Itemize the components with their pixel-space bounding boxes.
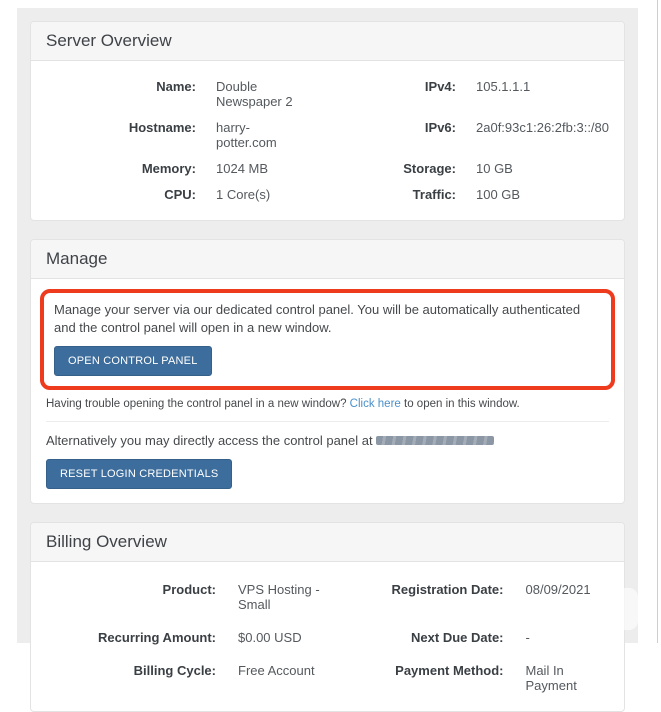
field-value-billing-cycle: Free Account <box>238 663 315 679</box>
page-right-border <box>657 0 658 643</box>
field-label-recurring-amount: Recurring Amount: <box>98 630 216 646</box>
billing-overview-grid <box>46 578 609 695</box>
field-label-memory: Memory: <box>141 161 196 176</box>
field-value-ipv4: 105.1.1.1 <box>476 79 531 94</box>
field-label-cpu: CPU: <box>164 187 196 202</box>
field-value-memory: 1024 MB <box>216 161 269 176</box>
field-value-name: Double Newspaper 2 <box>216 79 293 109</box>
field-label-ipv4: IPv4: <box>424 79 456 94</box>
field-label-traffic: Traffic: <box>412 187 456 202</box>
field-value-storage: 10 GB <box>476 161 513 176</box>
field-label-storage: Storage: <box>403 161 456 176</box>
trouble-text-prefix: Having trouble opening the control panel in a new window? <box>46 398 350 411</box>
arrow-up-icon: ↑ <box>613 600 622 617</box>
field-value-traffic: 100 GB <box>476 187 521 202</box>
billing-overview-body <box>31 562 624 711</box>
field-label-billing-cycle: Billing Cycle: <box>133 663 216 679</box>
manage-panel <box>30 239 625 504</box>
field-value-recurring-amount: $0.00 USD <box>238 630 302 646</box>
server-overview-panel <box>30 21 625 221</box>
field-value-ipv6: 2a0f:93c1:26:2fb:3::/80 <box>476 120 609 135</box>
open-control-panel-button[interactable]: OPEN CONTROL PANEL <box>54 346 212 376</box>
alternative-access-line <box>46 433 609 448</box>
content-well <box>17 8 638 694</box>
field-value-cpu: 1 Core(s) <box>216 187 271 202</box>
click-here-link[interactable]: Click here <box>349 398 401 411</box>
field-value-payment-method: Mail In Payment <box>525 663 577 694</box>
manage-title: Manage <box>31 240 624 279</box>
scroll-top-button[interactable] <box>597 588 638 630</box>
redacted-control-panel-link[interactable] <box>376 436 494 445</box>
alternative-access-text: Alternatively you may directly access the control panel at <box>46 433 377 449</box>
server-overview-grid <box>46 77 609 204</box>
field-value-product: VPS Hosting - Small <box>238 582 320 613</box>
field-value-hostname: harry-potter.com <box>216 120 277 150</box>
manage-description: Manage your server via our dedicated control panel. You will be automatically authenticated and the control panel will open in a new window. <box>54 302 581 336</box>
field-value-next-due-date: - <box>525 630 530 646</box>
manage-body <box>31 279 624 503</box>
field-label-product: Product: <box>162 582 216 598</box>
server-overview-title: Server Overview <box>31 22 624 61</box>
annotation-highlight-box <box>40 289 615 390</box>
field-label-registration-date: Registration Date: <box>391 582 504 598</box>
field-label-next-due-date: Next Due Date: <box>411 630 504 646</box>
billing-overview-panel <box>30 522 625 712</box>
billing-overview-title: Billing Overview <box>31 523 624 562</box>
field-label-hostname: Hostname: <box>128 120 196 135</box>
trouble-line <box>46 398 609 410</box>
reset-login-credentials-button[interactable]: RESET LOGIN CREDENTIALS <box>46 459 232 489</box>
field-label-name: Name: <box>156 79 196 94</box>
trouble-text-suffix: to open in this window. <box>400 398 520 411</box>
field-label-ipv6: IPv6: <box>424 120 456 135</box>
field-value-registration-date: 08/09/2021 <box>525 582 591 598</box>
field-label-payment-method: Payment Method: <box>395 663 504 679</box>
manage-divider <box>46 421 609 422</box>
server-overview-body <box>31 61 624 220</box>
